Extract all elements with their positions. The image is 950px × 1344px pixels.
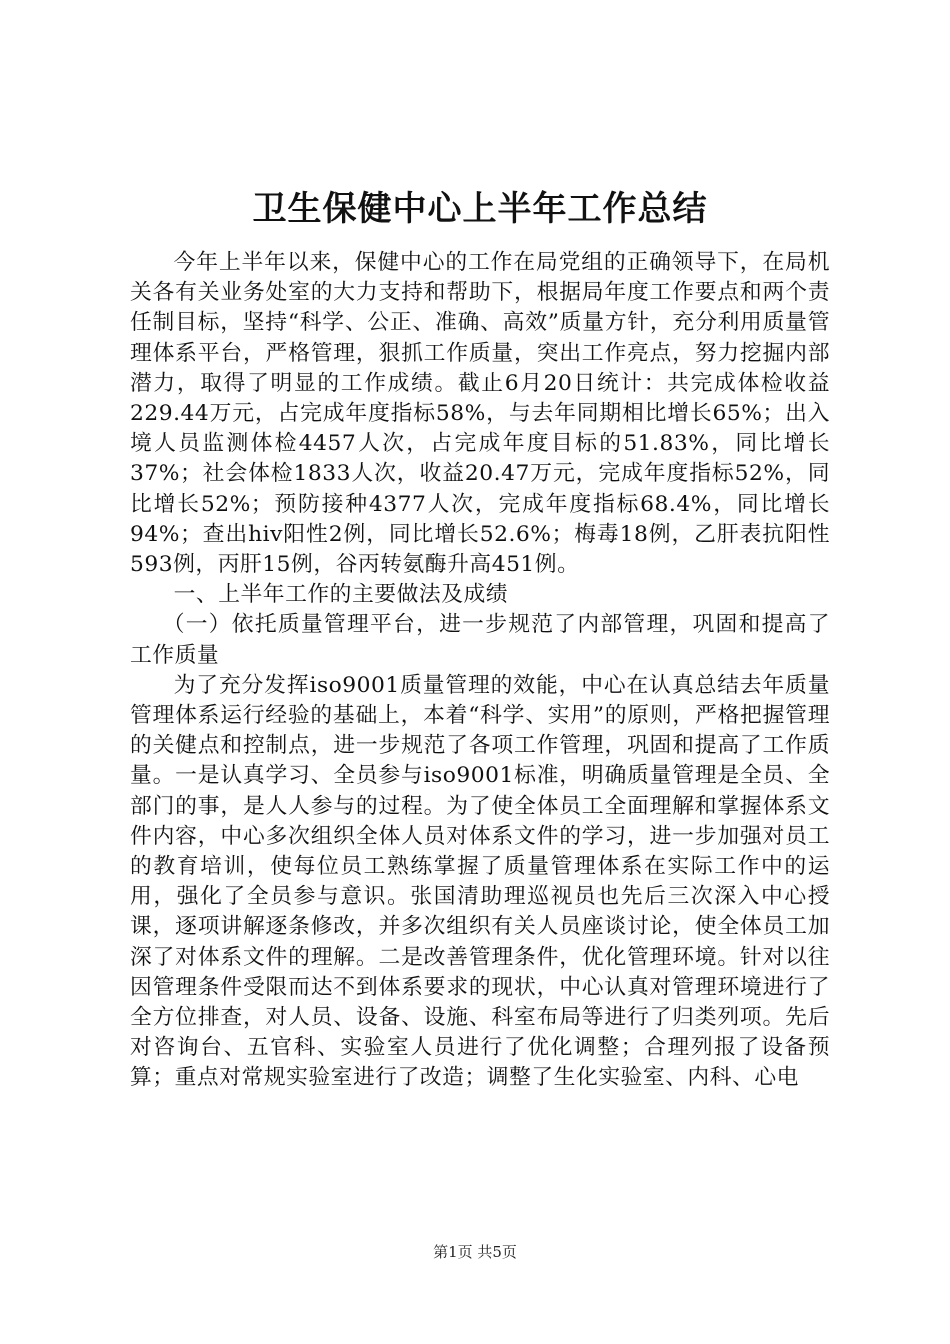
intro-paragraph: 今年上半年以来，保健中心的工作在局党组的正确领导下，在局机关各有关业务处室的大力支持和帮助下，根据局年度工作要点和两个责任制目标，坚持“科学、公正、准确、高效”质量方针，充分利用质量管理体系平台，严格管理，狠抓工作质量，突出工作亮点，努力挖掘内部潜力，取得了明显的工作成绩。截止6月20日统计：共完成体检收益229.44万元，占完成年度指标58%，与去年同期相比增长65%；出入境人员监测体检4457人次，占完成年度目标的51.83%，同比增长37%；社会体检1833人次，收益20.47万元，完成年度指标52%，同比增长52%；预防接种4377人次，完成年度指标68.4%，同比增长94%；查出hiv阳性2例，同比增长52.6%；梅毒18例，乙肝表抗阳性593例，丙肝15例，谷丙转氨酶升高451例。 (130, 250, 830, 578)
page-footer: 第1页 共5页 (433, 1243, 517, 1261)
body-paragraph: 为了充分发挥iso9001质量管理的效能，中心在认真总结去年质量管理体系运行经验的基础上，本着“科学、实用”的原则，严格把握管理的关健点和控制点，进一步规范了各项工作管理，巩固和提高了工作质量。一是认真学习、全员参与iso9001标准，明确质量管理是全员、全部门的事，是人人参与的过程。为了使全体员工全面理解和掌握体系文件内容，中心多次组织全体人员对体系文件的学习，进一步加强对员工的教育培训，使每位员工熟练掌握了质量管理体系在实际工作中的运用，强化了全员参与意识。张国清助理巡视员也先后三次深入中心授课，逐项讲解逐条修改，并多次组织有关人员座谈讨论，使全体员工加深了对体系文件的理解。二是改善管理条件，优化管理环境。针对以往因管理条件受限而达不到体系要求的现状，中心认真对管理环境进行了全方位排查，对人员、设备、设施、科室布局等进行了归类列项。先后对咨询台、五官科、实验室人员进行了优化调整；合理列报了设备预算；重点对常规实验室进行了改造；调整了生化实验室、内科、心电 (130, 672, 830, 1091)
subsection-heading: （一）依托质量管理平台，进一步规范了内部管理，巩固和提高了工作质量 (130, 612, 830, 668)
document-page (130, 182, 830, 1094)
section-heading: 一、上半年工作的主要做法及成绩 (173, 582, 509, 608)
document-title: 卫生保健中心上半年工作总结 (252, 189, 708, 229)
